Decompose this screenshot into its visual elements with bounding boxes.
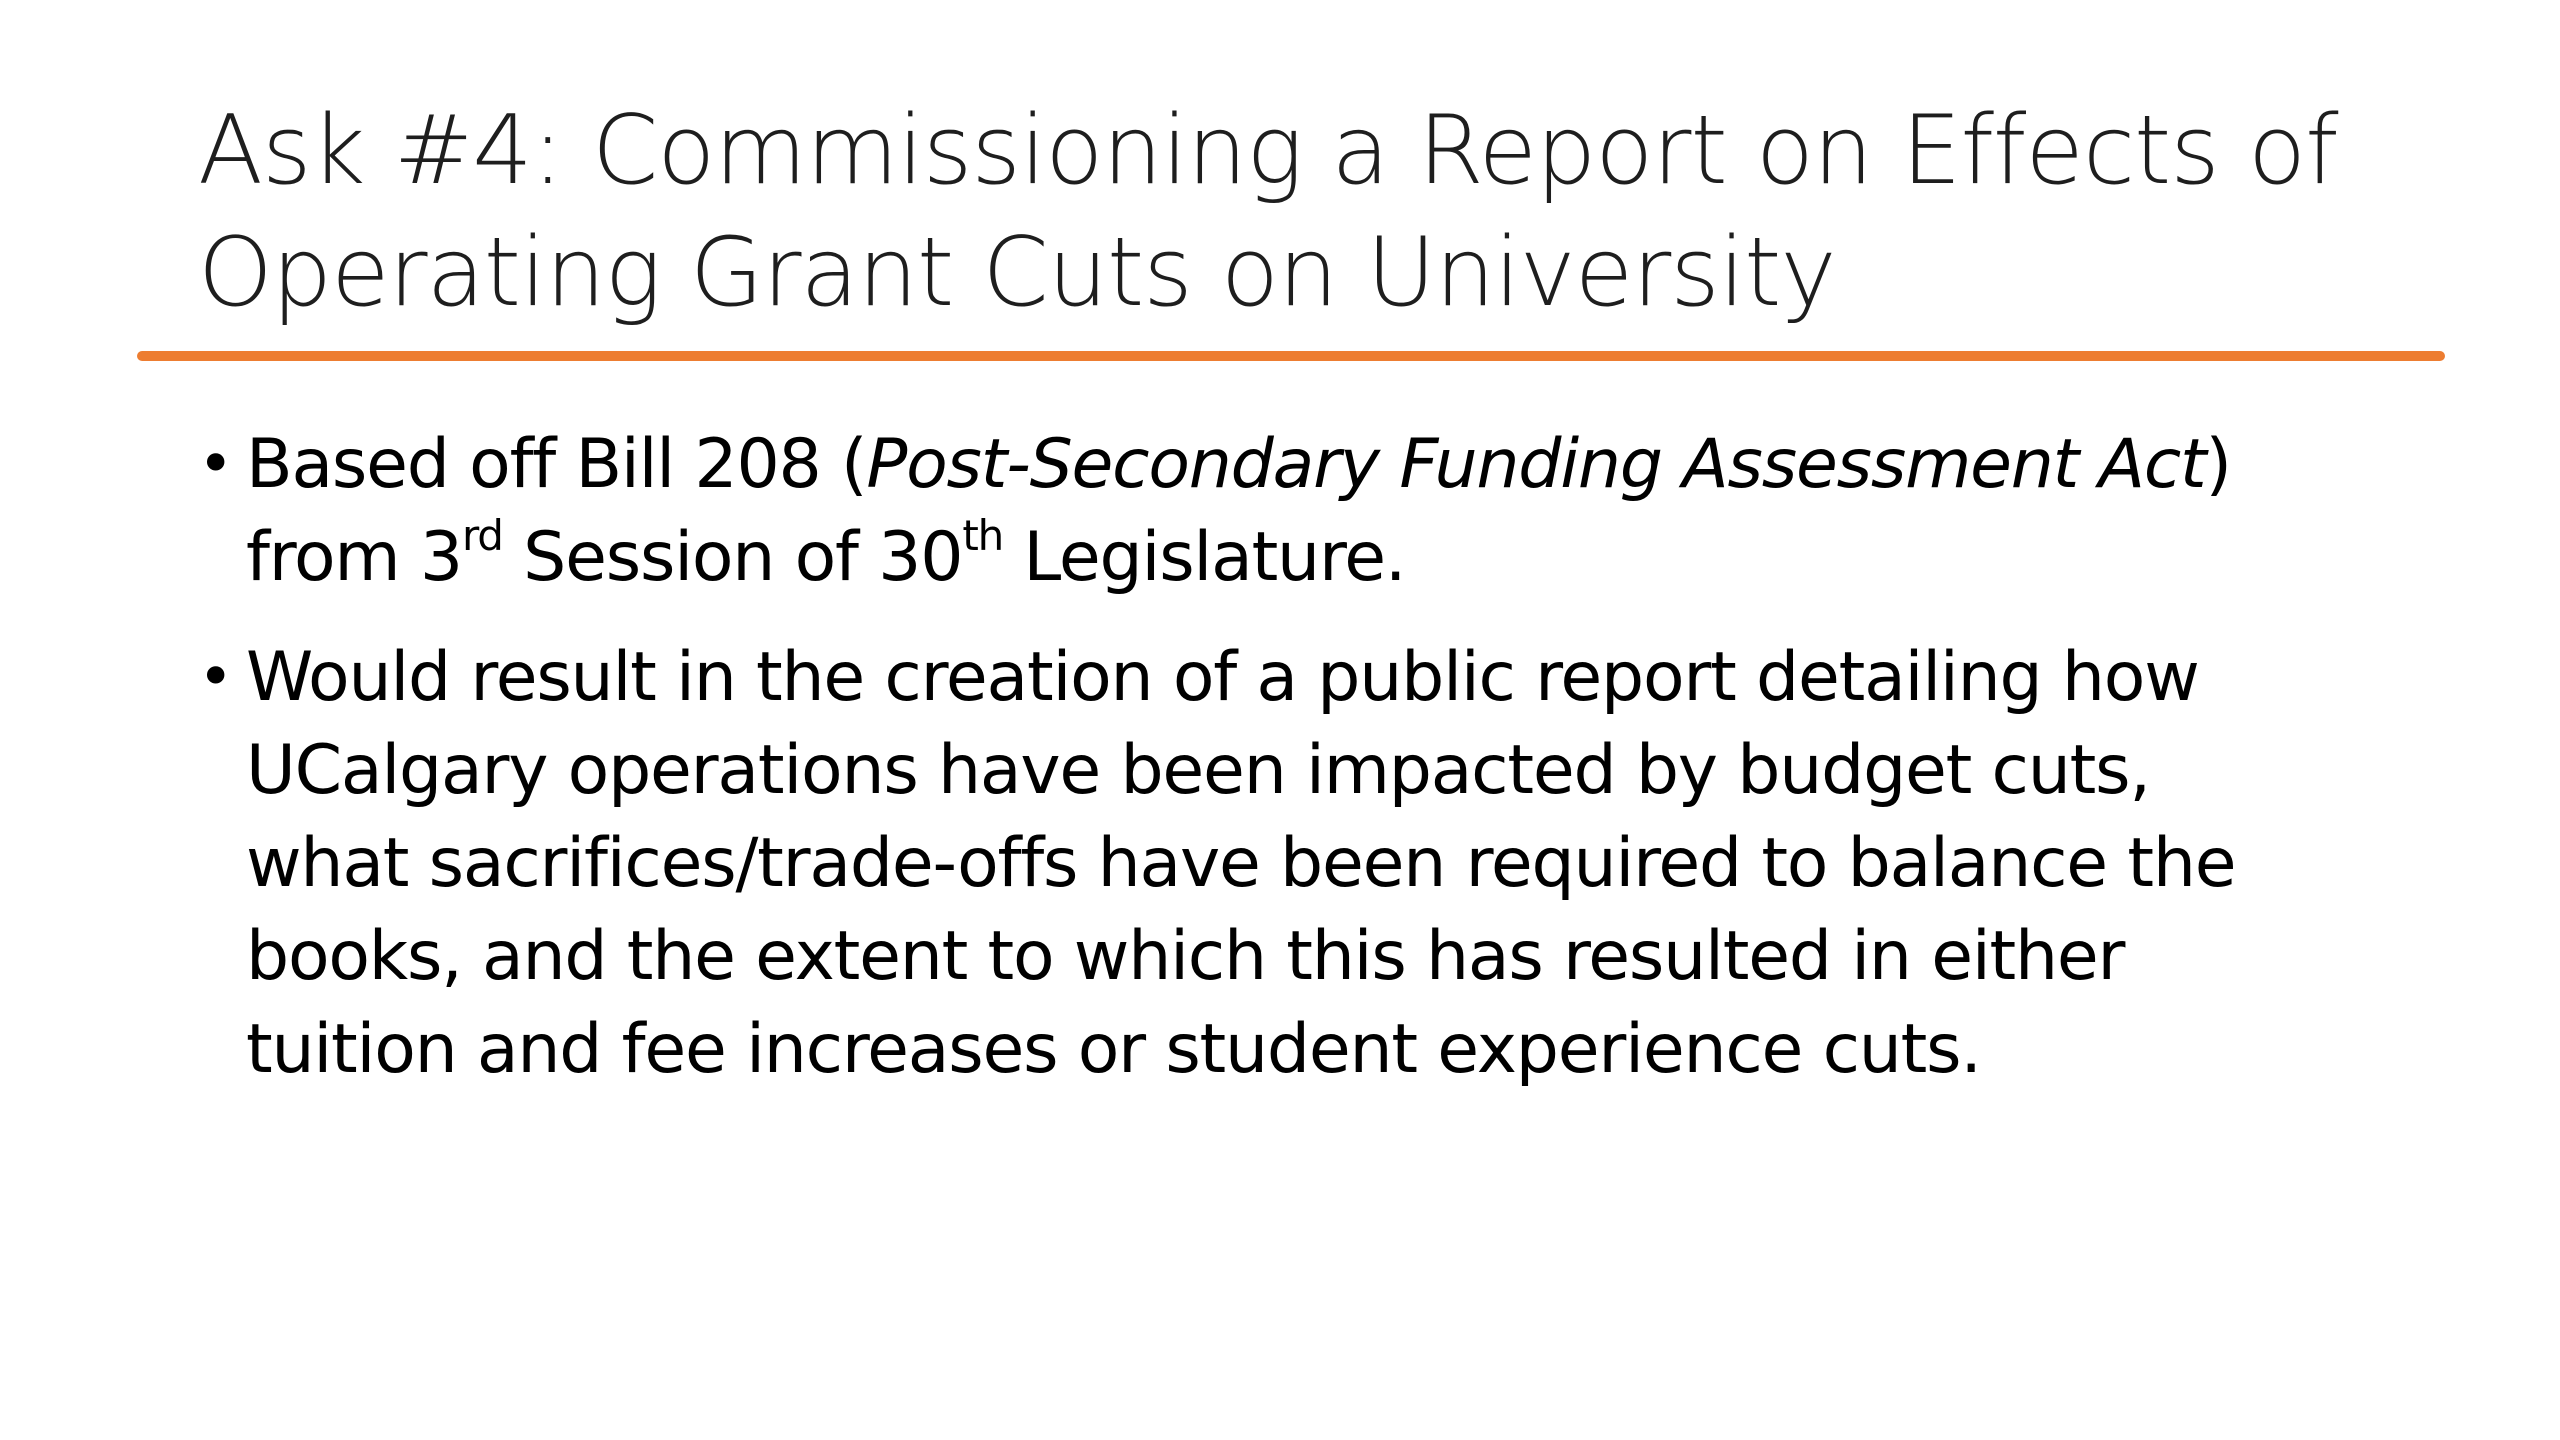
- bullet-text: Session of 30: [502, 518, 963, 597]
- bullet-line: Would result in the creation of a public report detailing how: [246, 638, 2199, 717]
- bullet-text: Legislature.: [1003, 518, 1406, 597]
- slide-title: [198, 90, 2448, 334]
- bullet-line: books, and the extent to which this has resulted in either: [246, 917, 2125, 996]
- bullet-list: [198, 418, 2398, 1123]
- bullet-line: tuition and fee increases or student experience cuts.: [246, 1010, 1981, 1089]
- bullet-text: from 3: [246, 518, 462, 597]
- slide-title-line-1: Ask #4: Commissioning a Report on Effects of: [198, 96, 2338, 206]
- bullet-line: what sacrifices/trade-offs have been required to balance the: [246, 824, 2236, 903]
- act-name: Post-Secondary Funding Assessment Act: [866, 425, 2206, 504]
- bullet-line: [246, 418, 2398, 511]
- bullet-line: [246, 511, 2398, 604]
- ordinal-suffix: th: [962, 511, 1003, 561]
- title-divider: [137, 351, 2445, 361]
- slide-title-line-2: Operating Grant Cuts on University: [198, 218, 1836, 328]
- bullet-item-public-report: [198, 631, 2398, 1096]
- bullet-text: Based off Bill 208 (: [246, 425, 867, 504]
- bullet-item-bill-208: [198, 418, 2398, 604]
- bullet-line: UCalgary operations have been impacted by budget cuts,: [246, 731, 2150, 810]
- bullet-icon: •: [198, 429, 233, 499]
- bullet-text: ): [2205, 425, 2231, 504]
- ordinal-suffix: rd: [461, 511, 503, 561]
- bullet-icon: •: [198, 642, 233, 712]
